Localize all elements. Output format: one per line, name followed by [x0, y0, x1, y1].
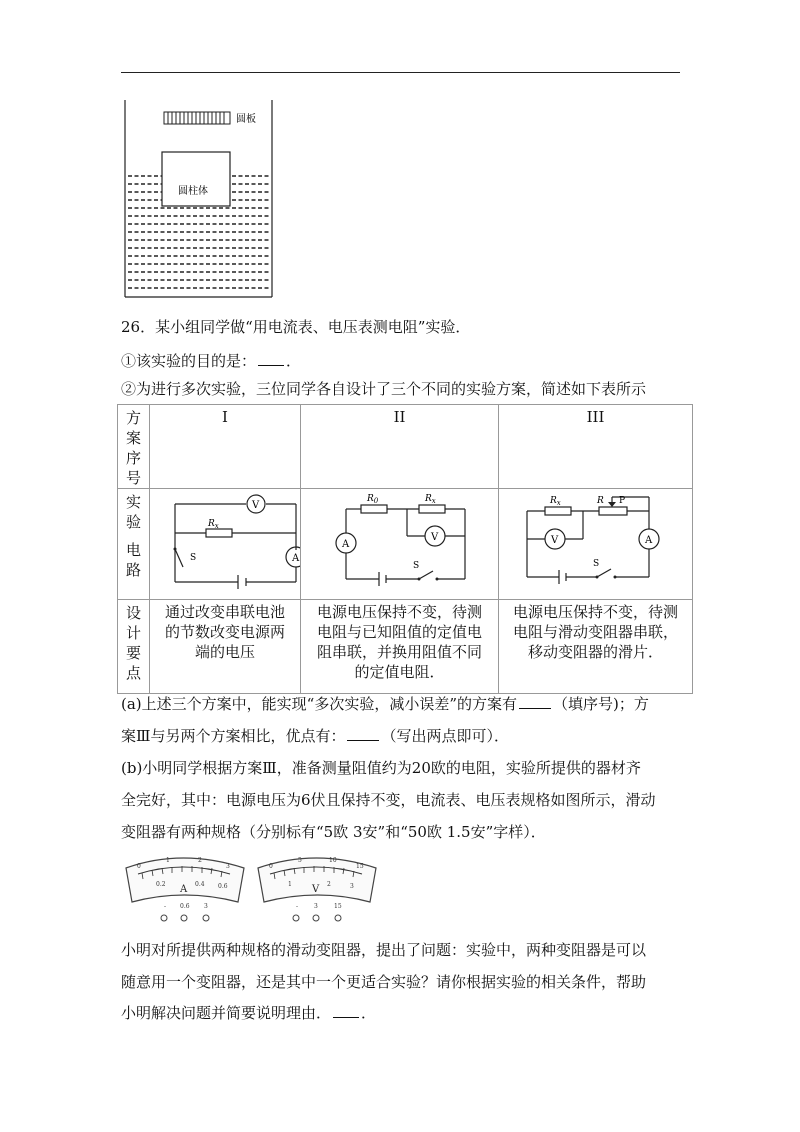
- voltmeter-scale-label: 10: [329, 857, 337, 864]
- ammeter-scale-label: 0: [137, 863, 141, 870]
- ammeter-scale-label: 3: [226, 863, 230, 870]
- question-part-2: ②为进行多次实验，三位同学各自设计了三个不同的实验方案，简述如下表所示: [121, 380, 647, 398]
- header-char: 要: [125, 644, 141, 662]
- ammeter-letter: A: [180, 884, 188, 895]
- closing-text: 小明解决问题并简要说明理由．: [121, 1004, 332, 1022]
- ammeter-symbol: A: [292, 553, 300, 564]
- voltmeter-symbol: V: [431, 532, 439, 543]
- part-a-text: （填序号)；方: [553, 695, 649, 713]
- part-b-line-1: (b)小明同学根据方案Ⅲ，准备测量阻值约为20欧的电阻，实验所提供的器材齐: [121, 759, 641, 777]
- scheme-3-number: III: [499, 405, 693, 489]
- part-a-line-1: [121, 694, 649, 714]
- ammeter-terminal-label: -: [164, 903, 167, 910]
- ammeter-scale-label: 0.6: [218, 883, 228, 890]
- voltmeter-dial: [258, 857, 376, 921]
- ammeter-scale-label: 2: [198, 857, 202, 864]
- scheme-2-number: II: [301, 405, 499, 489]
- design-line: 移动变阻器的滑片．: [527, 643, 663, 661]
- resistor-rx-label: $R_x$: [425, 494, 436, 505]
- design-line: 电阻与已知阻值的定值电: [316, 623, 482, 641]
- slider-label: P: [619, 496, 626, 506]
- circuit-diagram-1: [150, 489, 301, 600]
- ammeter-dial: [126, 857, 244, 921]
- closing-line-2: 随意用一个变阻器，还是其中一个更适合实验？请你根据实验的相关条件，帮助: [121, 973, 647, 991]
- header-char: 案: [125, 429, 141, 447]
- question-part-1: [121, 351, 301, 371]
- ammeter-terminal-label: 3: [204, 903, 208, 910]
- design-line: 通过改变串联电池: [164, 603, 285, 621]
- question-part-1-text: ①该实验的目的是：: [121, 352, 257, 370]
- container-figure: [120, 100, 280, 300]
- voltmeter-symbol: V: [551, 535, 559, 546]
- circuit-diagram-3: [499, 489, 693, 600]
- header-char: 序: [125, 449, 141, 467]
- design-line: 电源电压保持不变，待测: [316, 603, 482, 621]
- circuit-header: [118, 489, 150, 600]
- closing-text-end: ．: [361, 1004, 377, 1022]
- ammeter-scale-label: 0.4: [195, 881, 205, 888]
- voltmeter-terminal-label: -: [296, 903, 299, 910]
- design-line: 的定值电阻．: [354, 663, 445, 681]
- design-1: [150, 600, 301, 694]
- switch-label: S: [190, 553, 197, 563]
- answer-blank-reason[interactable]: [333, 1003, 359, 1018]
- voltmeter-scale-label: 0: [269, 863, 273, 870]
- part-a-text: (a)上述三个方案中，能实现“多次实验，减小误差”的方案有: [121, 695, 517, 713]
- design-line: 电源电压保持不变，待测: [512, 603, 678, 621]
- part-a-text: （写出两点即可）．: [381, 727, 509, 745]
- part-b-line-3: 变阻器有两种规格（分别标有“5欧 3安”和“50欧 1.5安”字样）．: [121, 823, 546, 841]
- voltmeter-symbol: V: [252, 500, 260, 511]
- answer-blank-advantages[interactable]: [347, 726, 379, 741]
- header-char: 验: [125, 513, 141, 531]
- part-a-line-2: [121, 726, 509, 746]
- meters-figure: [120, 852, 390, 928]
- header-rule: [121, 72, 680, 73]
- ammeter-scale-label: 0.2: [156, 881, 166, 888]
- voltmeter-terminal-label: 3: [314, 903, 318, 910]
- scheme-1-number: I: [150, 405, 301, 489]
- voltmeter-scale-label: 15: [356, 863, 364, 870]
- ammeter-symbol: A: [645, 535, 653, 546]
- voltmeter-scale-label: 2: [327, 881, 331, 888]
- ammeter-scale-label: 1: [166, 857, 170, 864]
- header-char: 路: [125, 561, 141, 579]
- circuit-diagram-2: [301, 489, 499, 600]
- header-char: 电: [125, 541, 141, 559]
- header-char: 设: [125, 604, 141, 622]
- design-line: 阻串联，并换用阻值不同: [316, 643, 482, 661]
- cylinder-label: 圆柱体: [178, 186, 208, 197]
- design-line: 电阻与滑动变阻器串联，: [512, 623, 678, 641]
- resistor-r0-label: $R_0$: [367, 494, 379, 505]
- voltmeter-terminal-label: 15: [334, 903, 342, 910]
- design-line: 端的电压: [194, 643, 255, 661]
- voltmeter-scale-label: 5: [298, 857, 302, 864]
- design-2: [301, 600, 499, 694]
- question-title: 26．某小组同学做“用电流表、电压表测电阻”实验．: [121, 318, 471, 336]
- scheme-number-header: [118, 405, 150, 489]
- resistor-rx-label: $R_x$: [550, 496, 561, 507]
- header-char: 计: [125, 624, 141, 642]
- part-a-text: 案Ⅲ与另两个方案相比，优点有：: [121, 727, 346, 745]
- question-part-1-end: ．: [286, 352, 302, 370]
- answer-blank-purpose[interactable]: [258, 351, 284, 366]
- rheostat-label: R: [597, 496, 604, 506]
- part-b-line-2: 全完好，其中：电源电压为6伏且保持不变，电流表、电压表规格如图所示，滑动: [121, 791, 656, 809]
- header-char: 方: [125, 409, 141, 427]
- voltmeter-scale-label: 3: [350, 883, 354, 890]
- closing-line-3: [121, 1003, 376, 1023]
- voltmeter-scale-label: 1: [288, 881, 292, 888]
- design-line: 的节数改变电源两: [164, 623, 285, 641]
- ammeter-symbol: A: [342, 539, 350, 550]
- disk-label: 圆板: [236, 114, 256, 125]
- header-char: 实: [125, 493, 141, 511]
- voltmeter-letter: V: [312, 884, 320, 895]
- design-3: [499, 600, 693, 694]
- scheme-table: [117, 404, 693, 694]
- closing-line-1: 小明对所提供两种规格的滑动变阻器，提出了问题：实验中，两种变阻器是可以: [121, 941, 647, 959]
- design-header: [118, 600, 150, 694]
- resistor-label: $R_x$: [208, 519, 219, 530]
- header-char: 号: [125, 469, 141, 487]
- ammeter-terminal-label: 0.6: [180, 903, 190, 910]
- switch-label: S: [413, 561, 420, 571]
- switch-label: S: [593, 559, 600, 569]
- header-char: 点: [125, 664, 141, 682]
- answer-blank-schemes[interactable]: [519, 694, 551, 709]
